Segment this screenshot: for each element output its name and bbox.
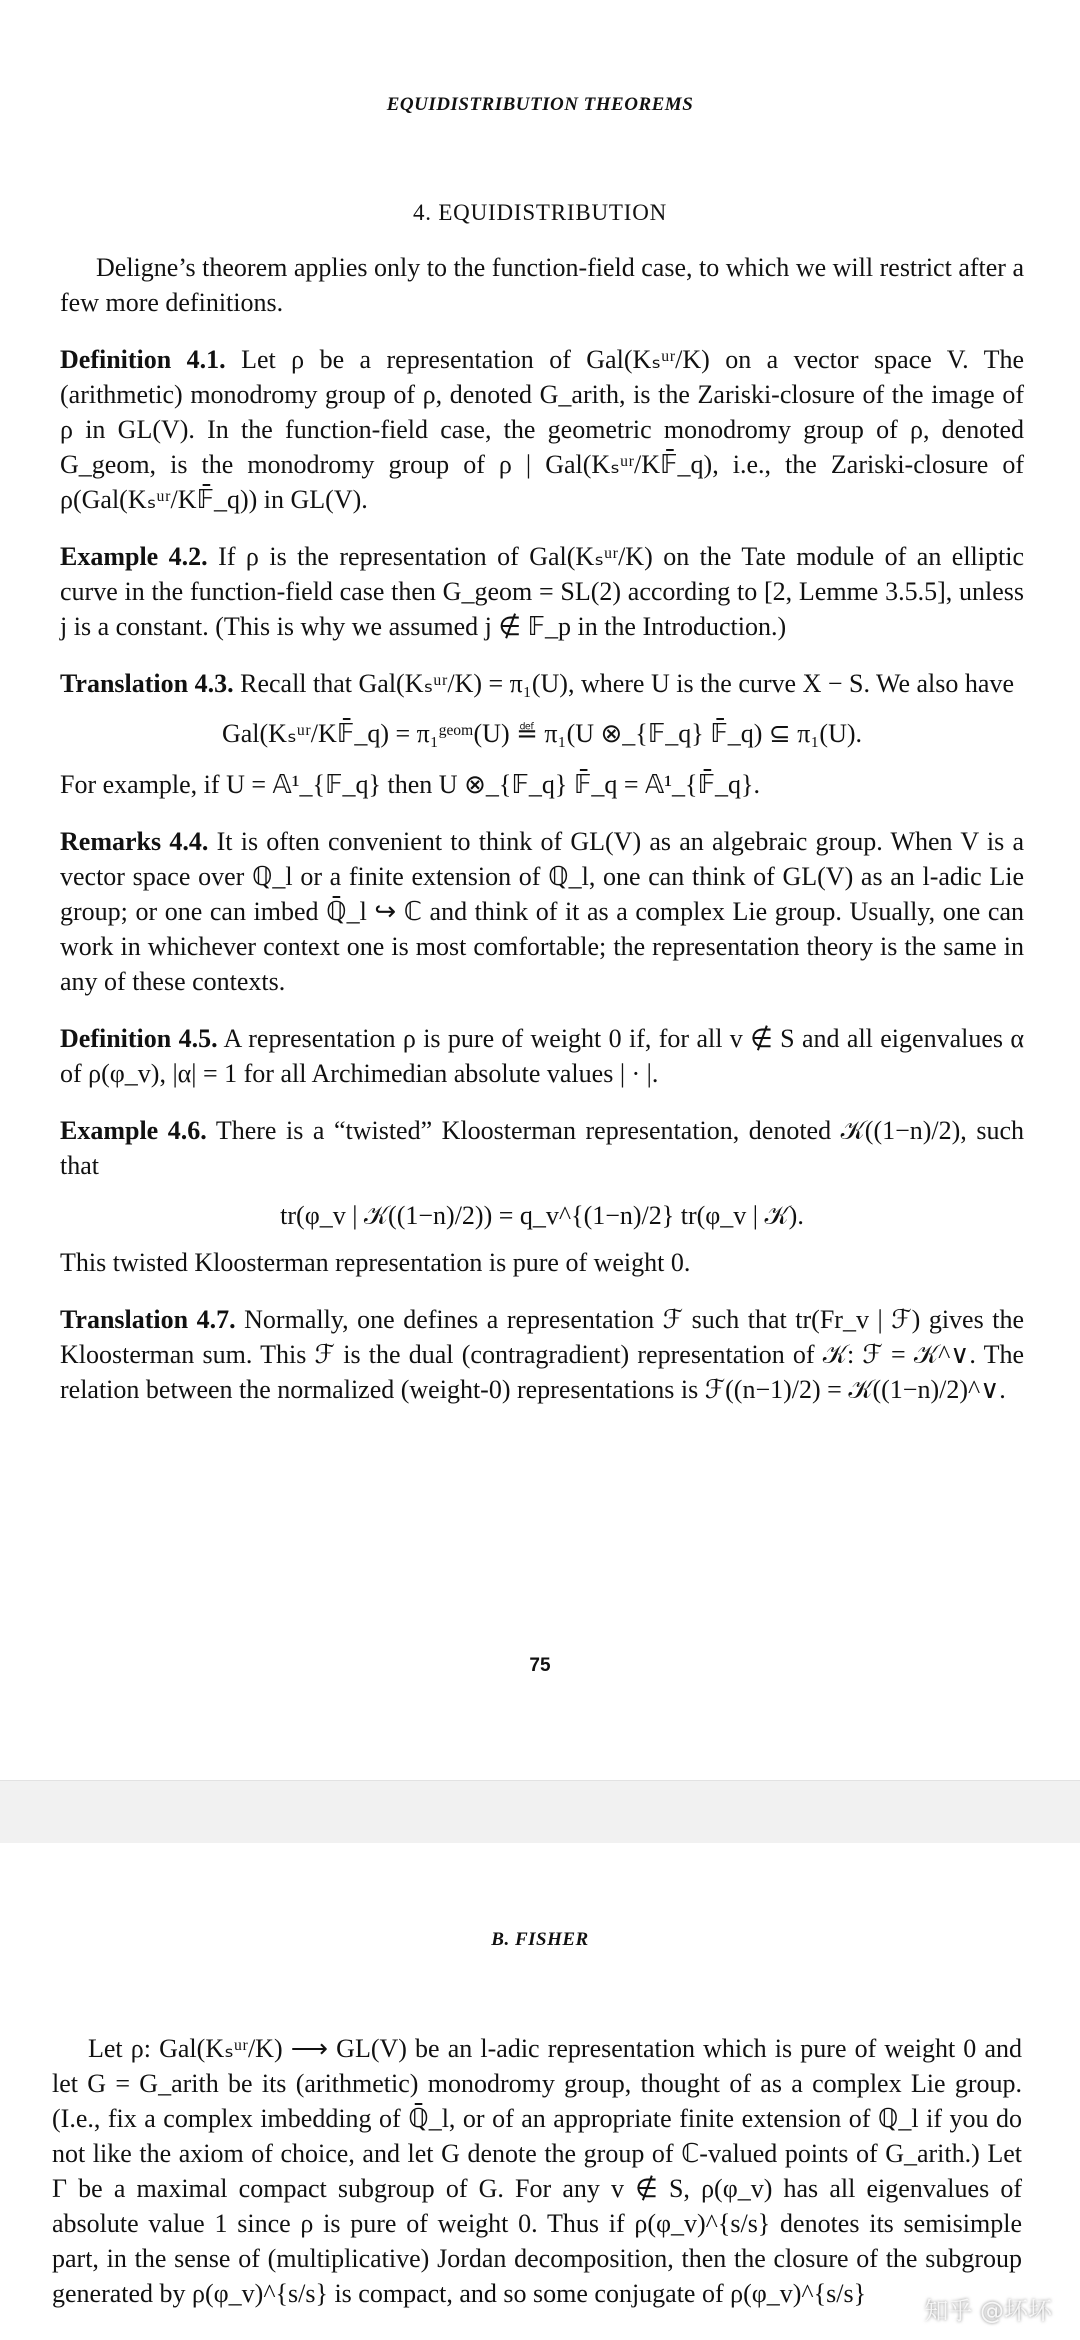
translation-4-3-text: Recall that Gal(Kₛᵘʳ/K) = π₁(U), where U is the curve X − S. We also have	[240, 669, 1014, 698]
definition-4-5-text: A representation ρ is pure of weight 0 if, for all v ∉ S and all eigenvalues α of ρ(φ_v), |α| = 1 for all Archimedian absolute values | · |.	[60, 1024, 1024, 1088]
running-head-2: B. FISHER	[491, 1929, 589, 1950]
page-2-paragraph: Let ρ: Gal(Kₛᵘʳ/K) ⟶ GL(V) be an l-adic representation which is pure of weight 0 and let G = G_arith be its (arithmetic) monodromy group, thought of as a complex Lie group. (I.e., fix a complex imbedding of ℚ̄_l, or of an appropriate finite extension of ℚ_l if you do not like the axiom of choice, and let G denote the group of ℂ-valued points of G_arith.) Let Γ be a maximal compact subgroup of G. For any v ∉ S, ρ(φ_v) has all eigenvalues of absolute value 1 since ρ is pure of weight 0. Thus if ρ(φ_v)^{s/s} denotes its semisimple part, in the sense of (multiplicative) Jordan decomposition, then the closure of the subgroup generated by ρ(φ_v)^{s/s} is compact, and so some conjugate of ρ(φ_v)^{s/s}	[52, 2034, 1022, 2308]
translation-4-3-display-equation: Gal(Kₛᵘʳ/K𝔽̄_q) = π₁ᵍᵉᵒᵐ(U) ≝ π₁(U ⊗_{𝔽_q} 𝔽̄_q) ⊆ π₁(U).	[221, 719, 863, 748]
example-4-6-closing-line: This twisted Kloosterman representation is pure of weight 0.	[60, 1248, 691, 1277]
example-4-6	[60, 1113, 1024, 1183]
remarks-4-4-text: It is often convenient to think of GL(V) as an algebraic group. When V is a vector space over ℚ_l or a finite extension of ℚ_l, one can think of GL(V) as an l-adic Lie group; or one can imbed ℚ̄_l ↪ ℂ and think of it as a complex Lie group. Usually, one can work in whichever context one is most comfortable; the representation theory is the same in any of these contexts.	[60, 827, 1025, 996]
section-title: 4. EQUIDISTRIBUTION	[412, 200, 668, 225]
example-4-2	[60, 539, 1024, 644]
translation-4-3-example-line: For example, if U = 𝔸¹_{𝔽_q} then U ⊗_{𝔽_q} 𝔽̄_q = 𝔸¹_{𝔽̄_q}.	[60, 770, 761, 799]
definition-4-1-label: Definition 4.1.	[60, 345, 226, 374]
example-4-6-label: Example 4.6.	[60, 1116, 207, 1145]
translation-4-7	[60, 1302, 1024, 1407]
translation-4-3-label: Translation 4.3.	[60, 669, 234, 698]
example-4-6-text: There is a “twisted” Kloosterman representation, denoted 𝒦((1−n)/2), such that	[60, 1116, 1024, 1180]
running-head: EQUIDISTRIBUTION THEOREMS	[386, 94, 694, 115]
definition-4-1	[60, 342, 1024, 517]
translation-4-3	[60, 666, 1024, 701]
page-separator	[0, 1780, 1080, 1844]
page-body	[60, 250, 1024, 1407]
book-page-76	[0, 1843, 1080, 2340]
translation-4-7-text: Normally, one defines a representation ℱ such that tr(Fr_v | ℱ) gives the Kloosterman sum. This ℱ is the dual (contragradient) representation of 𝒦: ℱ = 𝒦^∨. The relation between the normalized (weight-0) representations is ℱ((n−1)/2) = 𝒦((1−n)/2)^∨.	[60, 1305, 1024, 1404]
definition-4-5	[60, 1021, 1024, 1091]
translation-4-7-label: Translation 4.7.	[60, 1305, 236, 1334]
definition-4-5-label: Definition 4.5.	[60, 1024, 218, 1053]
example-4-2-label: Example 4.2.	[60, 542, 208, 571]
page-number: 75	[529, 1655, 551, 1676]
page-2-body	[52, 2031, 1022, 2311]
watermark: 知乎 @坏坏	[924, 2297, 1052, 2325]
remarks-4-4-label: Remarks 4.4.	[60, 827, 209, 856]
remarks-4-4	[60, 824, 1024, 999]
example-4-6-display-equation: tr(φ_v | 𝒦((1−n)/2)) = q_v^{(1−n)/2} tr(φ_v | 𝒦).	[280, 1201, 804, 1230]
intro-paragraph: Deligne’s theorem applies only to the function-field case, to which we will restrict after a few more definitions.	[60, 253, 1024, 317]
definition-4-1-text: Let ρ be a representation of Gal(Kₛᵘʳ/K) on a vector space V. The (arithmetic) monodromy group of ρ, denoted G_arith, is the Zariski-closure of the image of ρ in GL(V). In the function-field case, the geometric monodromy group of ρ, denoted G_geom, is the monodromy group of ρ | Gal(Kₛᵘʳ/K𝔽̄_q), i.e., the Zariski-closure of ρ(Gal(Kₛᵘʳ/K𝔽̄_q)) in GL(V).	[60, 345, 1024, 514]
example-4-2-text: If ρ is the representation of Gal(Kₛᵘʳ/K) on the Tate module of an elliptic curve in the function-field case then G_geom = SL(2) according to [2, Lemme 3.5.5], unless j is a constant. (This is why we assumed j ∉ 𝔽_p in the Introduction.)	[60, 542, 1024, 641]
